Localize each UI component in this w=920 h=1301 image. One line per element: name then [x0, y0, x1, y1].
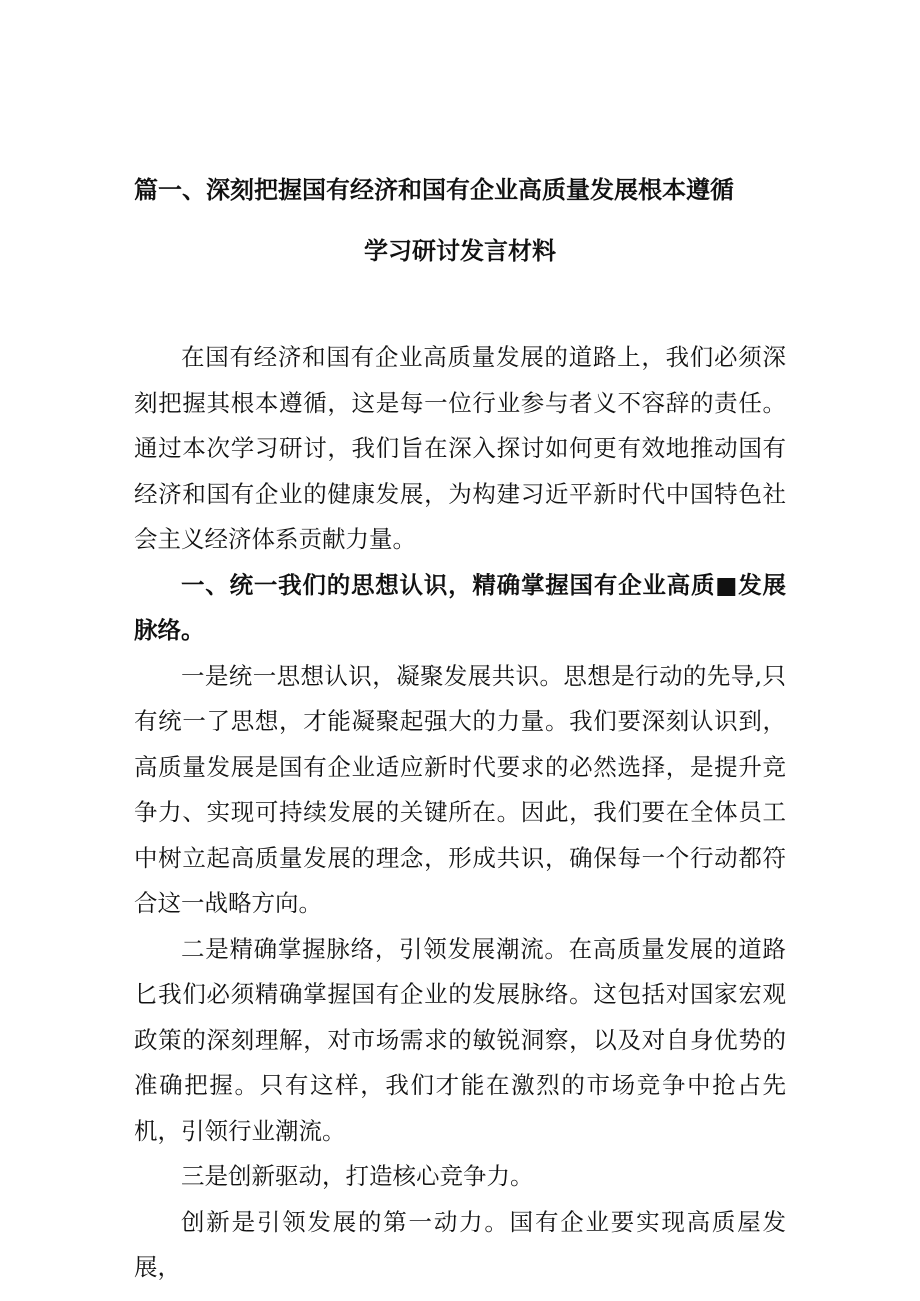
document-body: [134, 335, 786, 1291]
document-title-line-2: 学习研讨发言材料: [364, 236, 556, 265]
document-title-line-1: 篇一、深刻把握国有经济和国有企业高质量发展根本遵循: [134, 175, 734, 204]
body-paragraph-3: 三是创新驱动，打造核心竞争力。: [181, 1162, 534, 1190]
body-paragraph-1: 一是统一思想认识，凝聚发展共识。思想是行动的先导,只有统一了思想，才能凝聚起强大的力量。我们要深刻认识到，高质量发展是国有企业适应新时代要求的必然选择，是提升竞争力、实现可持续发展的关键所在。因此，我们要在全体员工中树立起高质量发展的理念，形成共识，确保每一个行动都符合这一战略方向。: [134, 661, 786, 917]
section-heading-1: 一、统一我们的思想认识，精确掌握国有企业高质■发展脉络。: [134, 570, 786, 644]
body-paragraph-2: 二是精确掌握脉络，引领发展潮流。在高质量发展的道路匕我们必须精确掌握国有企业的发展脉络。这包括对国家宏观政策的深刻理解，对市场需求的敏锐洞察，以及对自身优势的准确把握。只有这样，我们才能在激烈的市场竞争中抢占先机，引领行业潮流。: [134, 934, 786, 1145]
intro-paragraph: 在国有经济和国有企业高质量发展的道路上，我们必须深刻把握其根本遵循，这是每一位行业参与者义不容辞的责任。通过本次学习研讨，我们旨在深入探讨如何更有效地推动国有经济和国有企业的健康发展，为构建习近平新时代中国特色社会主义经济体系贡献力量。: [134, 343, 786, 553]
body-paragraph-4: 创新是引领发展的第一动力。国有企业要实现高质屋发展，: [134, 1207, 786, 1281]
